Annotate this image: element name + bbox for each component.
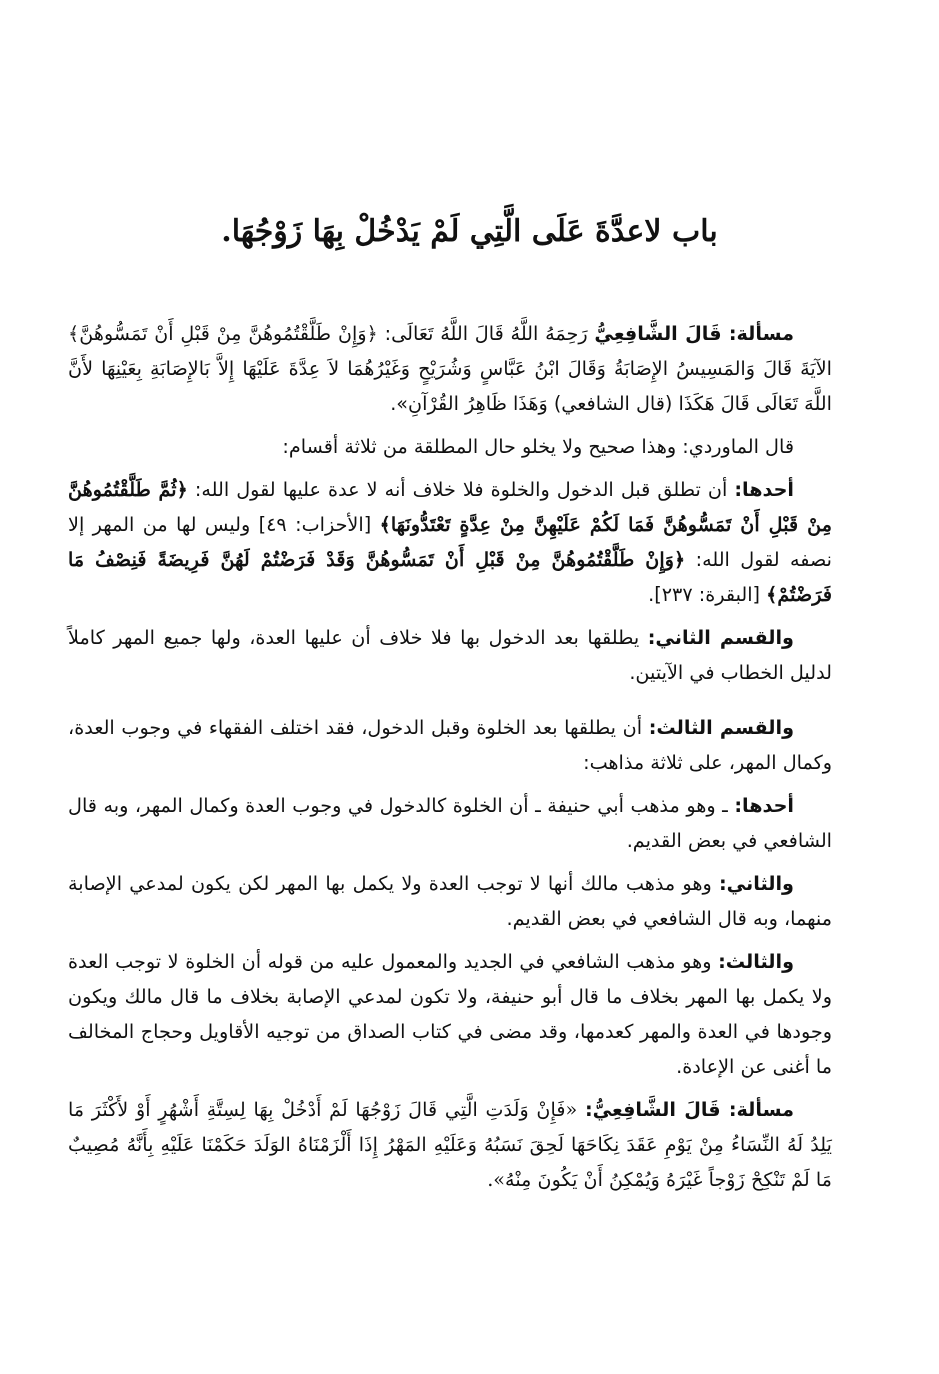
paragraph-lead: والثالث:: [718, 950, 794, 973]
body-text: [الأحزاب: ٤٩] وليس لها من المهر إلا نصفه لقول الله:: [68, 513, 832, 571]
paragraph-lead: مسألة: قَالَ الشَّافِعِيُّ: [594, 322, 794, 345]
document-body: [68, 316, 832, 1205]
paragraph: [68, 472, 832, 612]
body-text: قال الماوردي: وهذا صحيح ولا يخلو حال المطلقة من ثلاثة أقسام:: [282, 435, 794, 458]
paragraph: [68, 866, 832, 936]
paragraph: [68, 1092, 832, 1197]
paragraph-lead: أحدها:: [734, 478, 794, 501]
paragraph: [68, 316, 832, 421]
paragraph-lead: والقسم الثاني:: [647, 626, 794, 649]
quran-quote: ﴿وَإِنْ طَلَّقْتُمُوهُنَّ مِنْ قَبْلِ أَنْ تَمَسُّوهُنَّ﴾: [68, 322, 378, 345]
paragraph: [68, 620, 832, 690]
body-text: الآيَةَ قَالَ وَالمَسِيسُ الإِصَابَةُ وَقَالَ ابْنُ عَبَّاسٍ وَشُرَيْحٍ وَغَيْرُهُمَا لاَ عِدَّةَ عَلَيْهَا إِلاَّ بَالإِصَابَةِ بِعَيْنِهَا لأَنَّ اللَّهَ تَعَالَى قَالَ هَكَذَا (قال الشافعي) وَهَذَا ظَاهِرُ القُرْآنِ».: [68, 357, 832, 415]
paragraph: [68, 429, 832, 464]
body-text: يطلقها بعد الدخول بها فلا خلاف أن عليها العدة، ولها جميع المهر كاملاً لدليل الخطاب في الآيتين.: [68, 626, 832, 684]
paragraph: [68, 710, 832, 780]
body-text: أن تطلق قبل الدخول والخلوة فلا خلاف أنه لا عدة عليها لقول الله:: [187, 478, 735, 501]
body-text: ـ وهو مذهب أبي حنيفة ـ أن الخلوة كالدخول في وجوب العدة وكمال المهر، وبه قال الشافعي في بعض القديم.: [68, 794, 832, 852]
body-text: وهو مذهب الشافعي في الجديد والمعمول عليه من قوله أن الخلوة لا توجب العدة ولا يكمل بها المهر بخلاف ما قال أبو حنيفة، ولا تكون لمدعي الإصابة بخلاف ما قال مالك ويكون وجودها في العدة والمهر كعدمها، وقد مضى في كتاب الصداق من توجيه الأقاويل وحجاج المخالف ما أغنى عن الإعادة.: [68, 950, 832, 1078]
paragraph: [68, 788, 832, 858]
quran-quote: ﴿ثُمَّ طَلَّقْتُمُوهُنَّ مِنْ قَبْلِ أَنْ تَمَسُّوهُنَّ فَمَا لَكُمْ عَلَيْهِنَّ مِنْ عِدَّةٍ تَعْتَدُّونَهَا﴾: [68, 478, 832, 536]
body-text: رَحِمَهُ اللَّهُ قَالَ اللَّهُ تَعَالَى:: [377, 322, 595, 345]
paragraph-lead: مسألة: قَالَ الشَّافِعِيُّ:: [584, 1098, 794, 1121]
paragraph: [68, 944, 832, 1084]
chapter-title: باب لاعدَّةَ عَلَى الَّتِي لَمْ يَدْخُلْ بِهَا زَوْجُهَا.: [221, 214, 718, 249]
paragraph-lead: أحدها:: [734, 794, 794, 817]
body-text: [البقرة: ٢٣٧].: [648, 583, 767, 606]
quran-quote: ﴿وَإِنْ طَلَّقْتُمُوهُنَّ مِنْ قَبْلِ أَنْ تَمَسُّوهُنَّ وَقَدْ فَرَضْتُمْ لَهُنَّ فَرِيضَةً فَنِصْفُ مَا فَرَضْتُمْ﴾: [68, 548, 832, 606]
paragraph-lead: والقسم الثالث:: [648, 716, 794, 739]
body-text: وهو مذهب مالك أنها لا توجب العدة ولا يكمل بها المهر لكن يكون لمدعي الإصابة منهما، وبه قال الشافعي في بعض القديم.: [68, 872, 832, 930]
paragraph-lead: والثاني:: [718, 872, 794, 895]
body-text: أن يطلقها بعد الخلوة وقبل الدخول، فقد اختلف الفقهاء في وجوب العدة، وكمال المهر، على ثلاثة مذاهب:: [68, 716, 832, 774]
quran-quote: «فَإِنْ وَلَدَتِ الَّتِي قَالَ زَوْجُهَا لَمْ أَدْخُلْ بِهَا لِسِتَّةِ أَشْهُرٍ أَوْ لأَكْثَرَ مَا يَلِدُ لَهُ النِّسَاءُ مِنْ يَوْمِ عَقَدَ نِكَاحَهَا لَحِقَ نَسَبُهُ وَعَلَيْهِ المَهْرُ إِذَا أَلْزَمْنَاهُ الوَلَدَ حَكَمْنَا عَلَيْهِ بِأَنَّهُ مُصِيبٌ مَا لَمْ تَنْكِحْ زَوْجاً غَيْرَهُ وَيُمْكِنُ أَنْ يَكُونَ مِنْهُ».: [68, 1098, 832, 1191]
